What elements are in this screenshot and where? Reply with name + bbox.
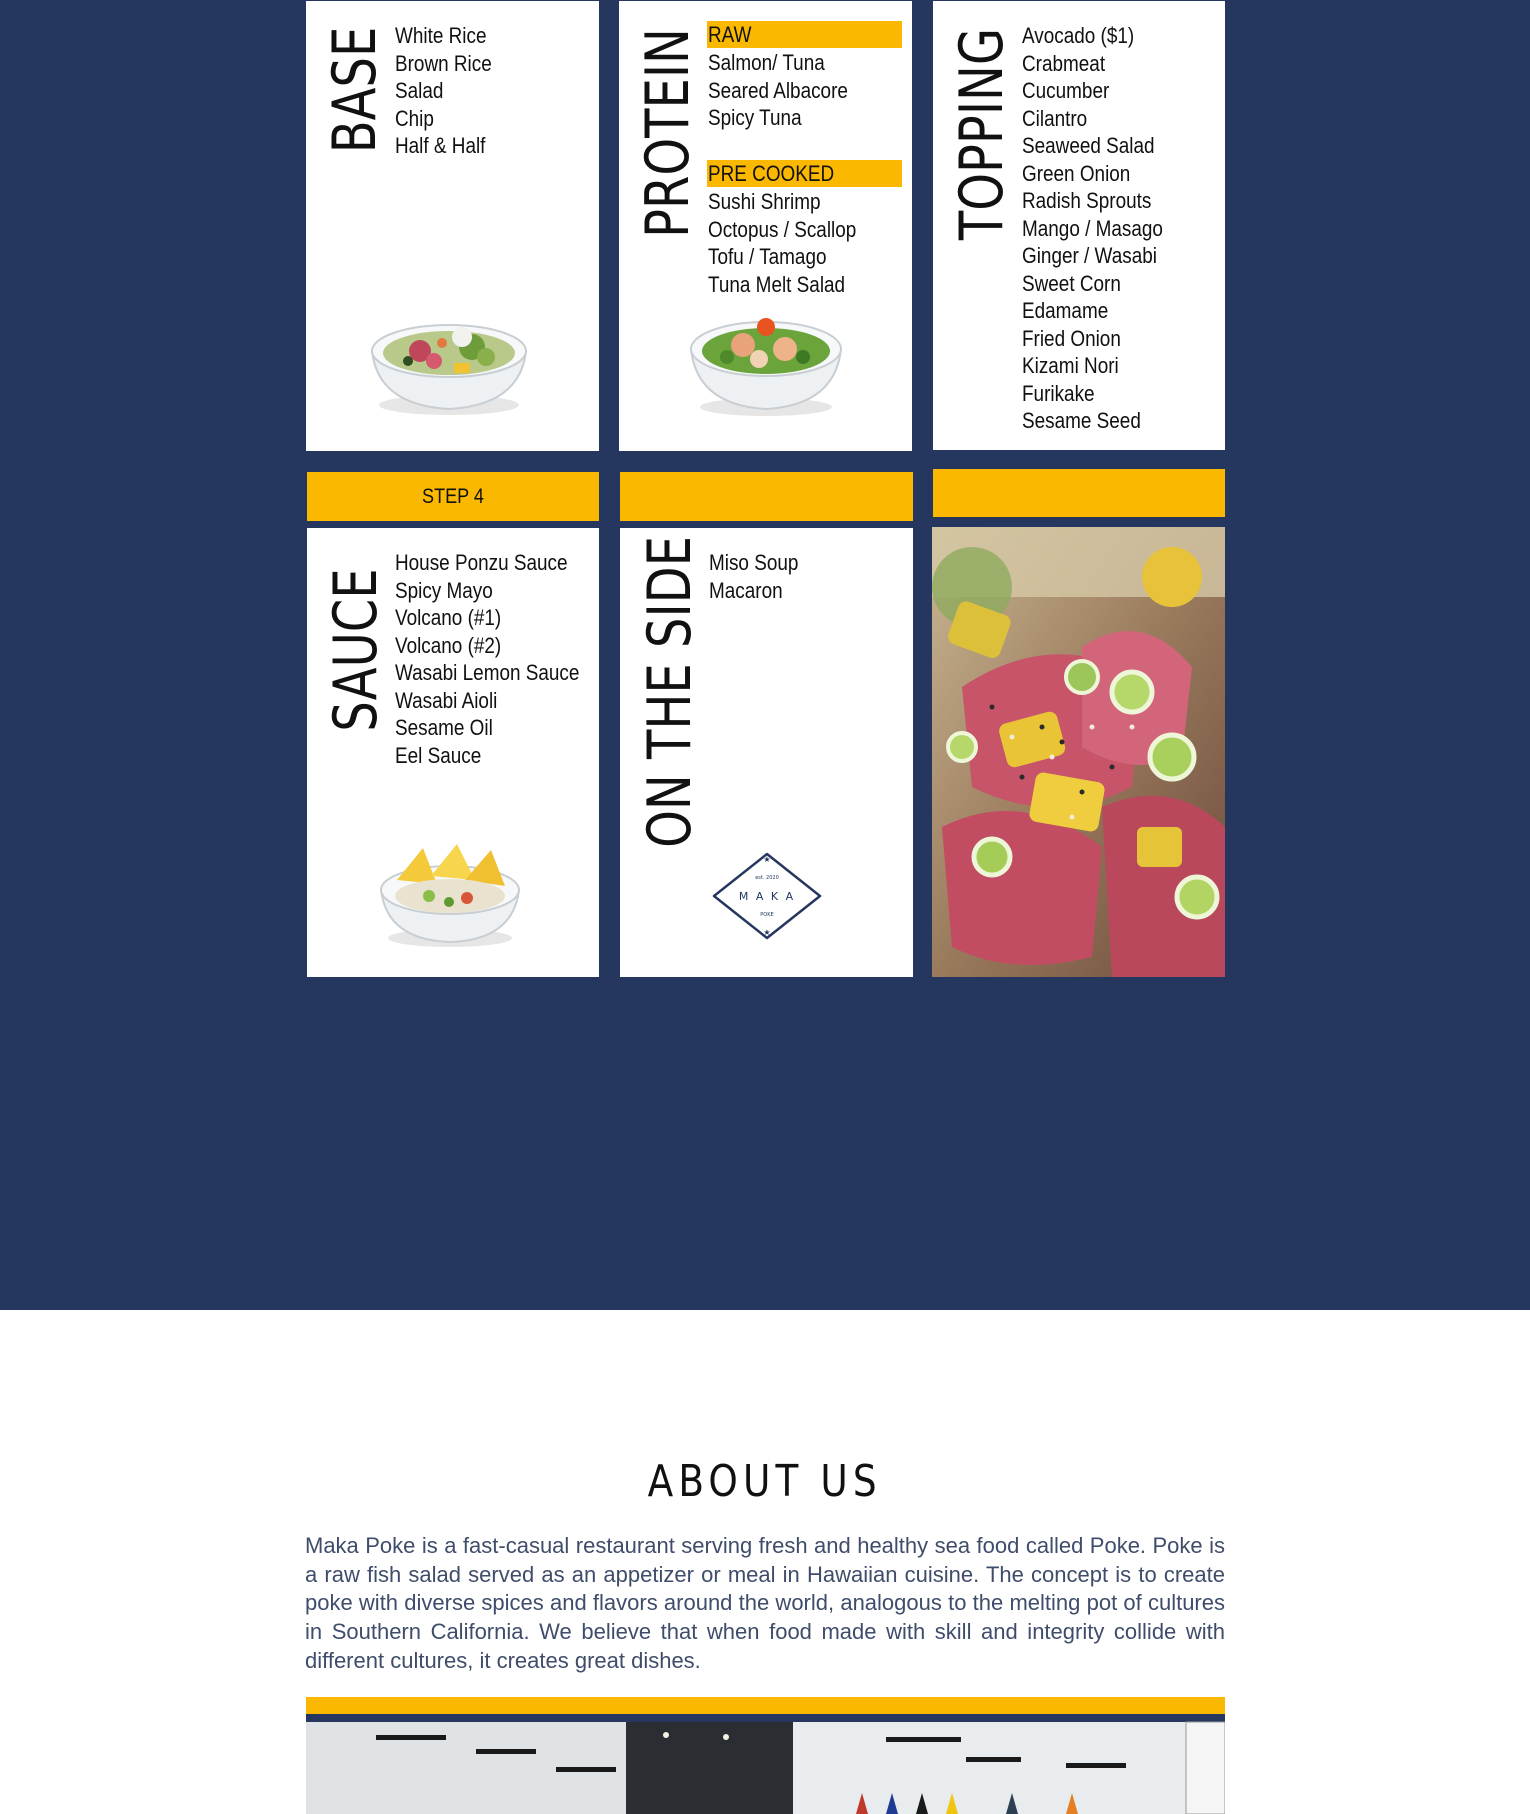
poke-bowl-image (375, 840, 525, 950)
sauce-list (395, 549, 599, 769)
list-item: Brown Rice (395, 50, 492, 76)
base-list (395, 22, 507, 160)
restaurant-interior-photo (306, 1697, 1225, 1814)
about-us-text: Maka Poke is a fast-casual restaurant serving fresh and healthy sea food called Poke. Poke is a raw fish salad served as an appetizer or meal in Hawaiian cuisine. The concept is to create poke with diverse spices and flavors around the world, analogous to the melting pot of cultures in Southern California. We believe that when food made with skill and integrity collide with different cultures, it creates great dishes. (305, 1533, 1225, 1673)
list-item: Seaweed Salad (1022, 133, 1155, 158)
list-item: Kizami Nori (1022, 353, 1119, 378)
list-item: White Rice (395, 23, 487, 48)
list-item: Salmon/ Tuna (708, 50, 825, 75)
side-list (709, 549, 813, 604)
list-item: Volcano (#1) (395, 605, 502, 630)
base-card (306, 1, 599, 451)
pre-cooked-list (708, 188, 880, 298)
list-item: Spicy Tuna (708, 105, 802, 130)
poke-closeup-photo (932, 527, 1225, 977)
list-item: Octopus / Scallop (708, 216, 857, 242)
base-title: BASE (320, 26, 390, 154)
about-us-heading: ABOUT US (647, 1456, 883, 1507)
list-item: Sesame Oil (395, 715, 493, 740)
sauce-title: SAUCE (321, 568, 391, 732)
list-item: Chip (395, 105, 434, 131)
on-the-side-card (620, 528, 913, 977)
list-item: Eel Sauce (395, 742, 482, 768)
list-item: Tofu / Tamago (708, 244, 827, 269)
list-item: Radish Sprouts (1022, 188, 1152, 213)
maka-poke-logo (708, 848, 826, 944)
step-4-label: STEP 4 (422, 485, 484, 508)
list-item: Fried Onion (1022, 325, 1121, 351)
list-item: Miso Soup (709, 550, 799, 575)
svg-text:est. 2020: est. 2020 (755, 875, 779, 881)
list-item: Ginger / Wasabi (1022, 243, 1157, 268)
list-item: Green Onion (1022, 160, 1131, 186)
topping-title: TOPPING (947, 27, 1017, 241)
list-item: House Ponzu Sauce (395, 550, 568, 575)
list-item: Wasabi Lemon Sauce (395, 660, 580, 685)
step-5-bar (620, 472, 913, 521)
pre-cooked-label: PRE COOKED (707, 160, 902, 187)
list-item: Spicy Mayo (395, 577, 493, 603)
list-item: Avocado ($1) (1022, 23, 1135, 48)
topping-list (1022, 22, 1186, 435)
list-item: Mango / Masago (1022, 215, 1163, 241)
list-item: Furikake (1022, 380, 1095, 406)
svg-text:POKE: POKE (760, 912, 774, 918)
protein-card (619, 1, 912, 451)
raw-list (708, 49, 871, 132)
svg-text:M A K A: M A K A (738, 890, 796, 903)
protein-title: PROTEIN (633, 28, 703, 238)
list-item: Wasabi Aioli (395, 687, 498, 713)
svg-text:★: ★ (763, 855, 771, 864)
list-item: Half & Half (395, 133, 486, 158)
on-the-side-title: ON THE SIDE (635, 536, 705, 848)
list-item: Salad (395, 78, 444, 103)
list-item: Sweet Corn (1022, 270, 1121, 296)
raw-label: RAW (707, 21, 902, 48)
list-item: Crabmeat (1022, 50, 1106, 76)
list-item: Edamame (1022, 298, 1109, 323)
list-item: Seared Albacore (708, 77, 848, 103)
poke-bowl-image (368, 309, 530, 419)
list-item: Macaron (709, 577, 783, 603)
step-4-bar (307, 472, 599, 521)
step-6-bar (933, 469, 1225, 517)
sauce-card (307, 528, 599, 977)
topping-card (933, 1, 1225, 450)
svg-text:★: ★ (763, 928, 771, 937)
list-item: Cucumber (1022, 78, 1110, 103)
list-item: Tuna Melt Salad (708, 271, 846, 297)
list-item: Cilantro (1022, 105, 1088, 131)
list-item: Sesame Seed (1022, 408, 1141, 433)
list-item: Volcano (#2) (395, 632, 502, 658)
poke-bowl-image (685, 305, 847, 420)
list-item: Sushi Shrimp (708, 189, 821, 214)
